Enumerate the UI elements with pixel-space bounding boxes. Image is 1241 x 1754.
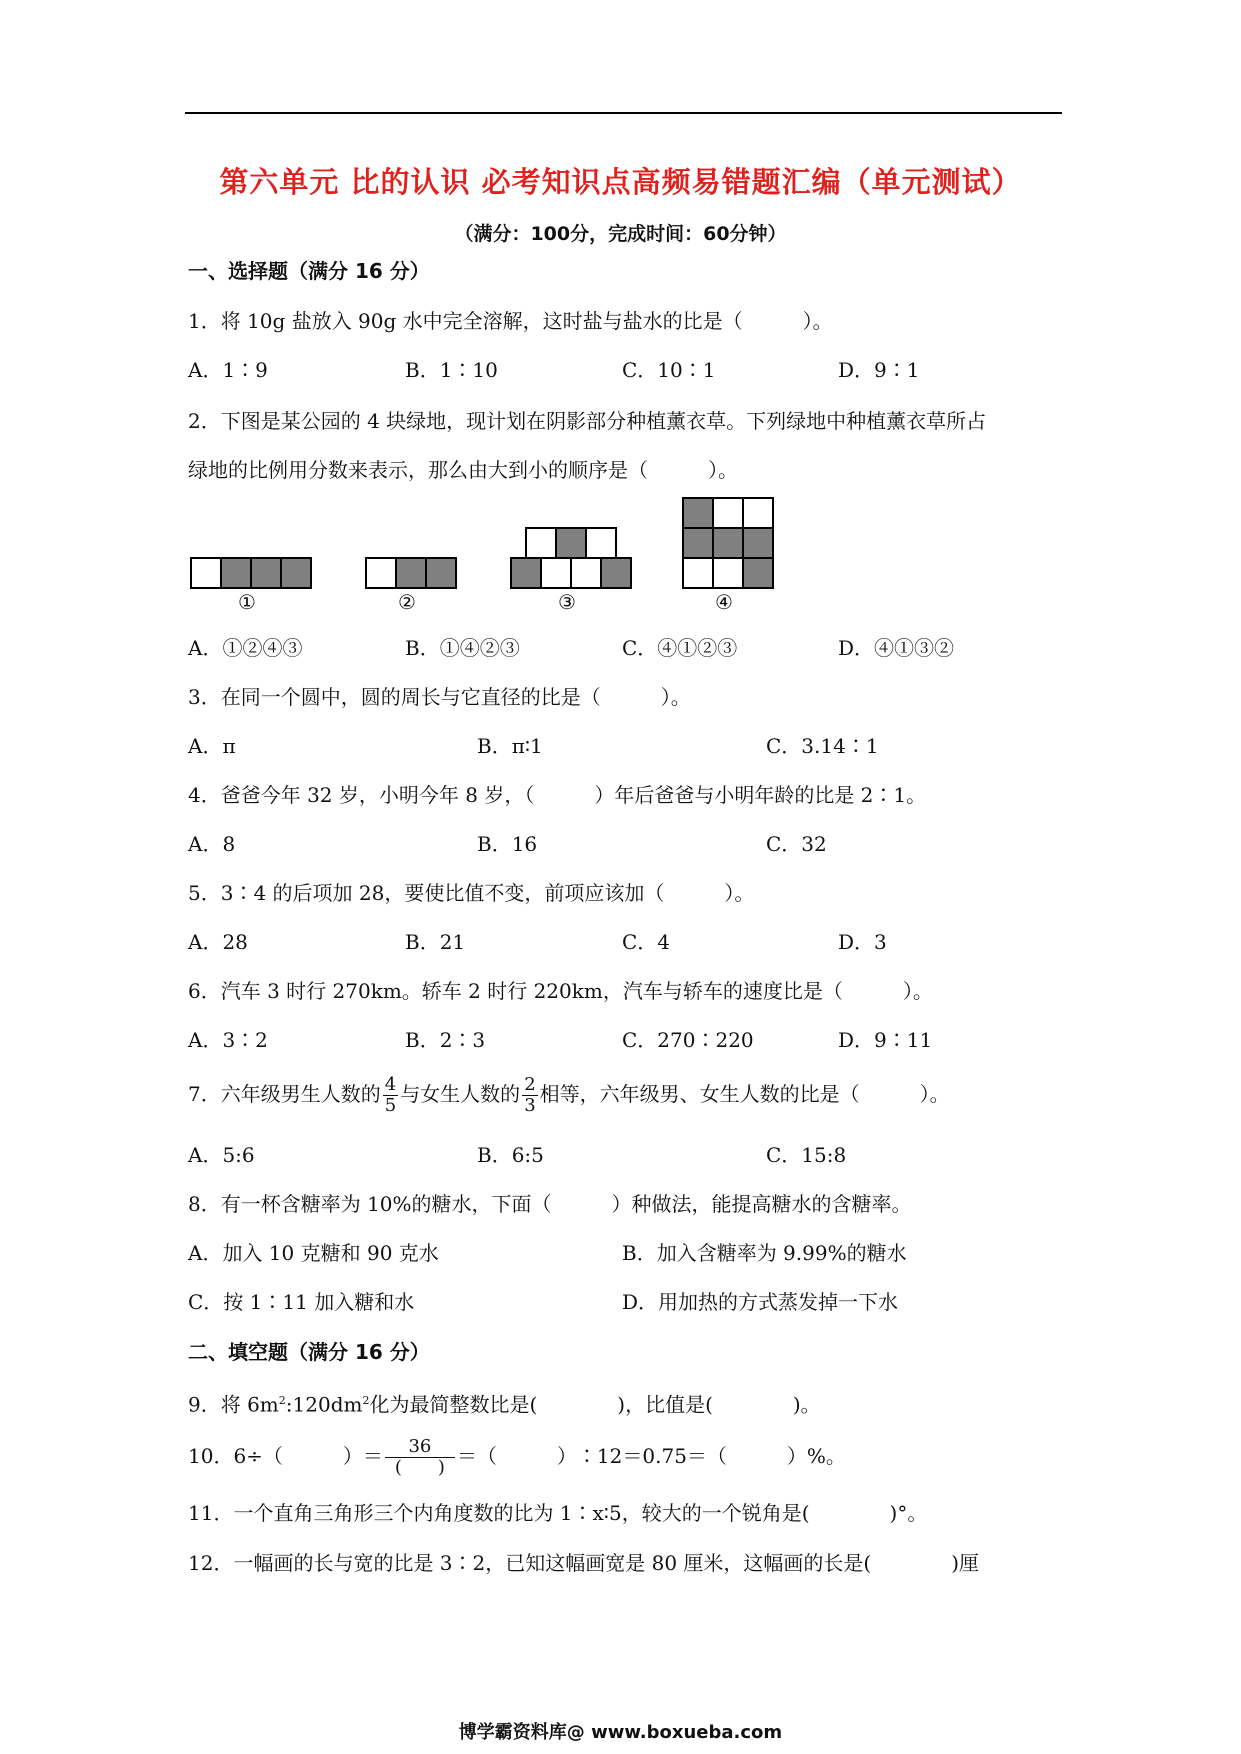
question-10 [188, 1430, 846, 1482]
q6-option-d: D．9∶11 [838, 1028, 933, 1052]
question-3: 3．在同一个圆中，圆的周长与它直径的比是（ ）。 [188, 685, 691, 709]
q3-option-c: C．3.14∶1 [766, 734, 879, 758]
q10-text-1: 10．6÷（ ）＝ [188, 1444, 383, 1468]
question-2-line-1: 2．下图是某公园的 4 块绿地，现计划在阴影部分种植薰衣草。下列绿地中种植薰衣草所占 [188, 409, 987, 433]
question-12: 12．一幅画的长与宽的比是 3∶2，已知这幅画宽是 80 厘米，这幅画的长是( )厘 [188, 1551, 980, 1575]
q9-sup-1: 2 [278, 1394, 286, 1407]
figure-2-label: ② [398, 590, 416, 614]
q8-option-b: B．加入含糖率为 9.99%的糖水 [622, 1241, 907, 1265]
q2-option-d: D．④①③② [838, 636, 955, 660]
q7-fraction-2 [522, 1075, 537, 1116]
q8-option-c: C．按 1∶11 加入糖和水 [188, 1290, 415, 1314]
q6-option-a: A．3∶2 [188, 1028, 268, 1052]
q7-frac1-denominator: 5 [384, 1095, 397, 1116]
q7-option-c: C．15:8 [766, 1143, 847, 1167]
q7-text-3: 相等，六年级男、女生人数的比是（ ）。 [539, 1082, 950, 1106]
q7-option-a: A．5:6 [188, 1143, 255, 1167]
q2-option-a: A．①②④③ [188, 636, 303, 660]
figure-3-label: ③ [558, 590, 576, 614]
q1-option-b: B．1∶10 [405, 358, 498, 382]
q6-option-c: C．270∶220 [622, 1028, 754, 1052]
question-4: 4．爸爸今年 32 岁，小明今年 8 岁，（ ）年后爸爸与小明年龄的比是 2∶1。 [188, 783, 927, 807]
q3-option-b: B．π∶1 [477, 734, 543, 758]
q10-text-2: ＝（ ）∶12＝0.75＝（ ）%。 [456, 1444, 846, 1468]
question-8: 8．有一杯含糖率为 10%的糖水，下面（ ）种做法，能提高糖水的含糖率。 [188, 1192, 912, 1216]
q7-text-2: 与女生人数的 [400, 1082, 521, 1106]
q8-option-d: D．用加热的方式蒸发掉一下水 [622, 1290, 899, 1314]
q4-option-c: C．32 [766, 832, 827, 856]
figure-3 [511, 528, 631, 588]
q9-text-2: :120dm [285, 1392, 363, 1417]
q2-option-b: B．①④②③ [405, 636, 520, 660]
q1-option-d: D．9∶1 [838, 358, 920, 382]
q5-option-a: A．28 [188, 930, 248, 954]
q4-option-b: B．16 [477, 832, 538, 856]
q5-option-c: C．4 [622, 930, 671, 954]
q7-frac2-numerator: 2 [524, 1074, 536, 1095]
question-9 [188, 1388, 821, 1418]
q10-fraction [385, 1437, 455, 1478]
top-rule [185, 112, 1062, 114]
question-7 [188, 1072, 950, 1116]
question-11: 11．一个直角三角形三个内角度数的比为 1∶x∶5，较大的一个锐角是( )°。 [188, 1501, 928, 1525]
figure-1-label: ① [238, 590, 256, 614]
question-2-line-2: 绿地的比例用分数来表示，那么由大到小的顺序是（ ）。 [188, 458, 738, 482]
green-area-diagrams [188, 492, 808, 592]
page-title: 第六单元 比的认识 必考知识点高频易错题汇编（单元测试） [219, 165, 1022, 199]
figure-2 [366, 558, 456, 588]
q10-frac-numerator: 36 [385, 1437, 455, 1458]
q5-option-b: B．21 [405, 930, 466, 954]
figure-4 [683, 498, 773, 588]
footer-watermark: 博学霸资料库@ www.boxueba.com [458, 1722, 783, 1743]
question-6: 6．汽车 3 时行 270km。轿车 2 时行 220km，汽车与轿车的速度比是（ ）。 [188, 979, 933, 1003]
q1-option-c: C．10∶1 [622, 358, 716, 382]
section-choice-heading: 一、选择题（满分 16 分） [188, 259, 430, 283]
q7-text-1: 7．六年级男生人数的 [188, 1082, 381, 1106]
q7-frac2-denominator: 3 [524, 1095, 536, 1116]
q9-text-1: 9．将 6m [188, 1392, 279, 1417]
q8-option-a: A．加入 10 克糖和 90 克水 [188, 1241, 439, 1265]
page-subtitle: （满分：100分，完成时间：60分钟） [454, 223, 787, 245]
q9-sup-2: 2 [362, 1394, 370, 1407]
q1-option-a: A．1∶9 [188, 358, 268, 382]
q5-option-d: D．3 [838, 930, 887, 954]
q4-option-a: A．8 [188, 832, 236, 856]
figure-1 [191, 558, 311, 588]
q7-option-b: B．6:5 [477, 1143, 544, 1167]
section-fill-heading: 二、填空题（满分 16 分） [188, 1340, 430, 1364]
q2-option-c: C．④①②③ [622, 636, 738, 660]
q6-option-b: B．2∶3 [405, 1028, 486, 1052]
q7-frac1-numerator: 4 [384, 1074, 397, 1095]
question-1: 1．将 10g 盐放入 90g 水中完全溶解，这时盐与盐水的比是（ ）。 [188, 309, 833, 333]
q7-fraction-1 [383, 1075, 398, 1116]
figure-4-label: ④ [715, 590, 733, 614]
question-5: 5．3∶4 的后项加 28，要使比值不变，前项应该加（ ）。 [188, 881, 755, 905]
q10-frac-denominator: ( ) [394, 1457, 445, 1478]
q3-option-a: A．π [188, 734, 236, 758]
q9-text-3: 化为最简整数比是( )，比值是( )。 [369, 1392, 821, 1417]
